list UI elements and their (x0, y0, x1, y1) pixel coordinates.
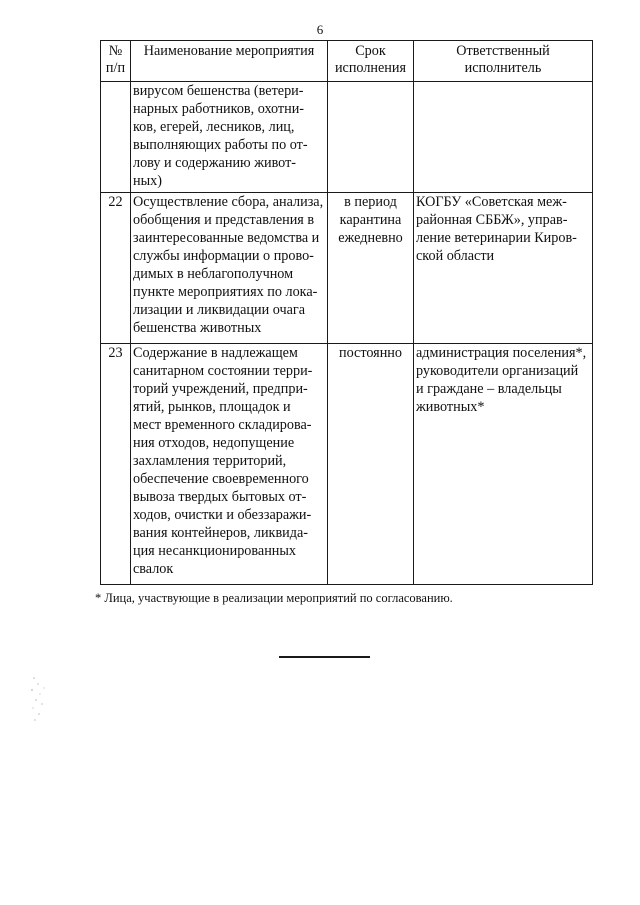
header-measure-name: Наименование мероприятия (131, 41, 328, 82)
header-number: № п/п (101, 41, 131, 82)
header-deadline: Срок исполнения (328, 41, 414, 82)
measure-name: вирусом бешенства (ветери- нарных работников, охотни- ков, егерей, лесников, лиц, выполняющих работы по от- лову и содержанию живот- ных) (131, 82, 328, 193)
table-row (101, 82, 593, 193)
row-number: 23 (101, 344, 131, 585)
end-of-document-rule (279, 656, 370, 658)
footnote: * Лица, участвующие в реализации мероприятий по согласованию. (95, 591, 453, 605)
measure-deadline (328, 82, 414, 193)
table-header-row (101, 41, 593, 82)
scan-noise-mark (28, 670, 54, 730)
measure-responsible: администрация поселения*, руководители организаций и граждане – владельцы животных* (414, 344, 593, 585)
measure-responsible (414, 82, 593, 193)
header-responsible: Ответственный исполнитель (414, 41, 593, 82)
page-number: 6 (316, 22, 324, 37)
row-number: 22 (101, 193, 131, 344)
row-number (101, 82, 131, 193)
measure-name: Содержание в надлежащем санитарном состоянии терри- торий учреждений, предпри- ятий, рынков, площадок и мест временного складирова- ния отходов, недопущение захламления территорий, обеспечение своевременного вывоза твердых бытовых от- ходов, очистки и обеззаражи- вания контейнеров, ликвида- ция несанкционированных свалок (131, 344, 328, 585)
measure-deadline: в период карантина ежедневно (328, 193, 414, 344)
measure-name: Осуществление сбора, анализа, обобщения и представления в заинтересованные ведомства и службы информации о прово- димых в неблагополучном пункте мероприятиях по лока- лизации и ликвидации очага бешенства животных (131, 193, 328, 344)
measure-deadline: постоянно (328, 344, 414, 585)
measure-responsible: КОГБУ «Советская меж- районная СББЖ», управ- ление ветеринарии Киров- ской области (414, 193, 593, 344)
table-row (101, 193, 593, 344)
measures-table (100, 40, 593, 585)
table-row (101, 344, 593, 585)
